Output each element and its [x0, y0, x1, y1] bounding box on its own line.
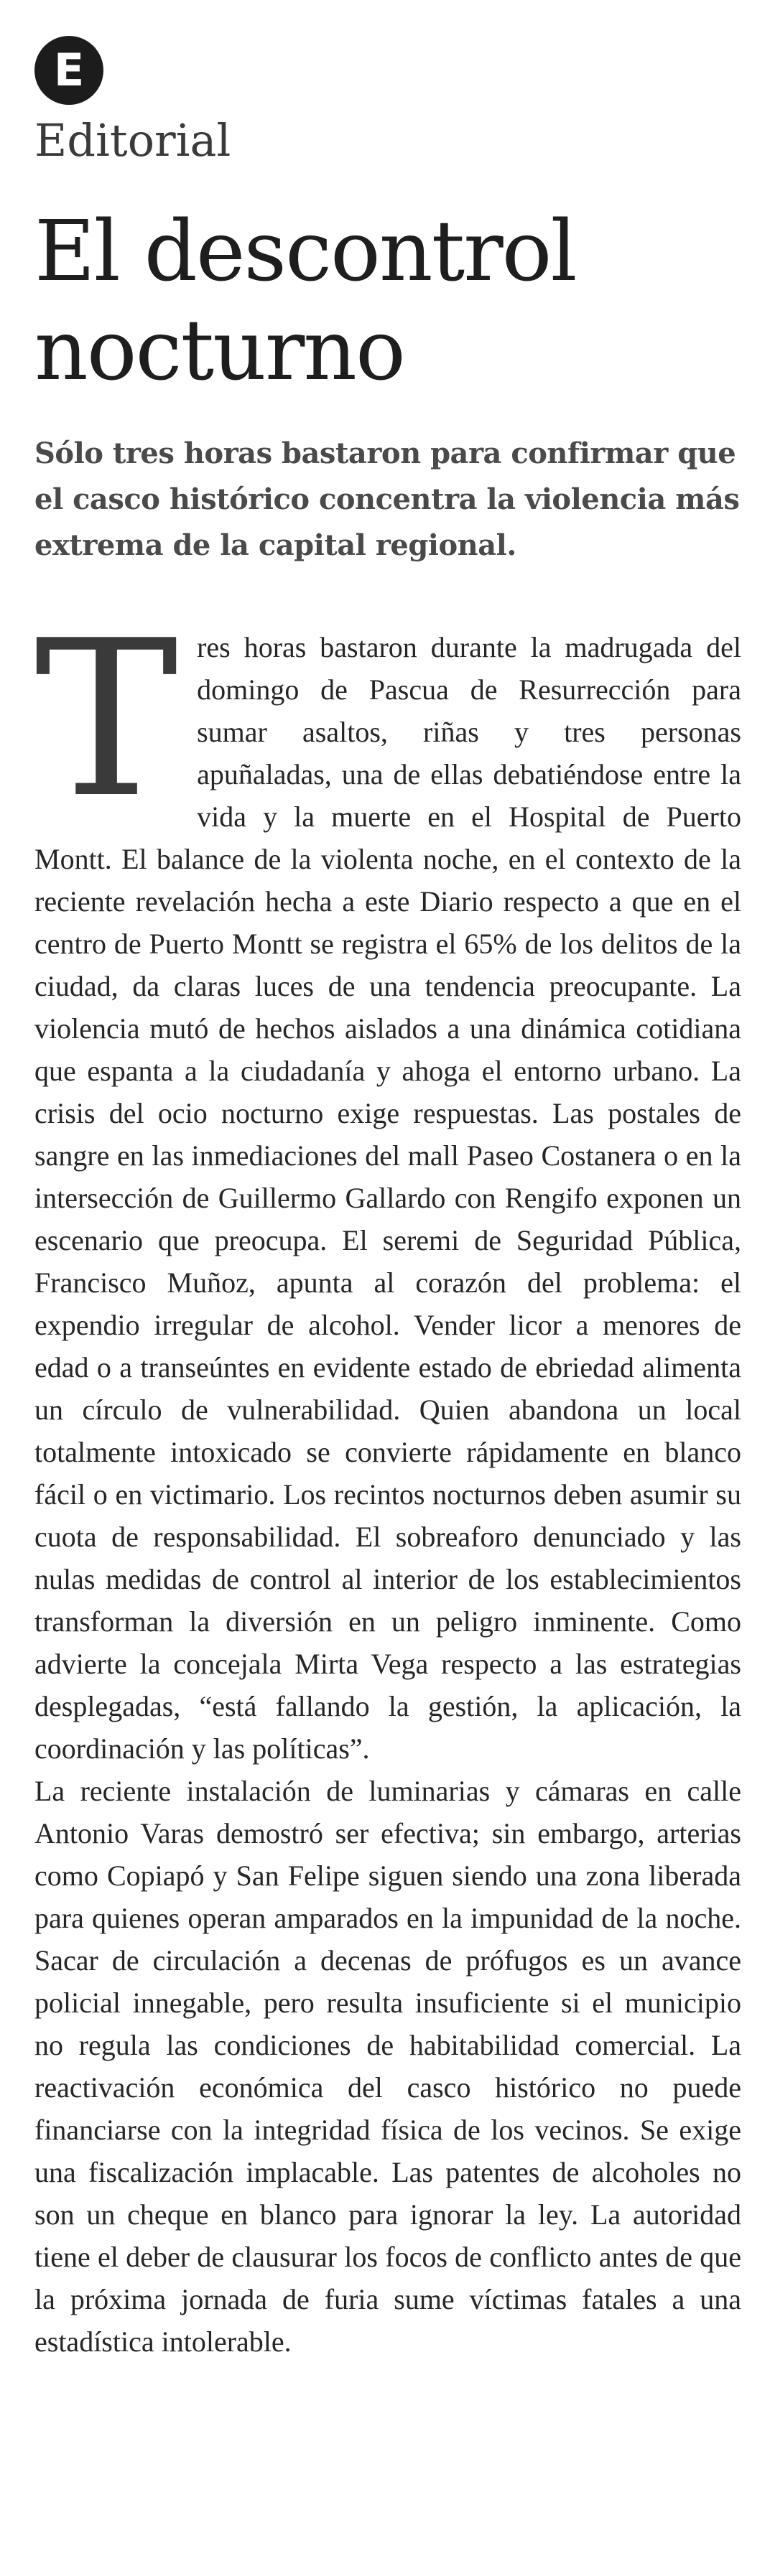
drop-cap: T	[34, 594, 179, 845]
article-body	[34, 594, 741, 2363]
section-badge: E	[34, 36, 103, 105]
headline: El descontrol nocturno	[34, 203, 576, 399]
body-paragraph-1: res horas bastaron durante la madrugada del domingo de Pascua de Resurrección para sumar asaltos, riñas y tres personas apuñaladas, una de ellas debatiéndose entre la vida y la muerte en el Hospital de Puerto Montt. El balance de la violenta noche, en el contexto de la reciente revelación hecha a este Diario respecto a que en el centro de Puerto Montt se registra el 65% de los delitos de la ciudad, da claras luces de una tendencia preocupante. La violencia mutó de hechos aislados a una dinámica cotidiana que espanta a la ciudadanía y ahoga el entorno urbano. La crisis del ocio nocturno exige respuestas. Las postales de sangre en las inmediaciones del mall Paseo Costanera o en la intersección de Guillermo Gallardo con Rengifo exponen un escenario que preocupa. El seremi de Seguridad Pública, Francisco Muñoz, apunta al corazón del problema: el expendio irregular de alcohol. Vender licor a menores de edad o a transeúntes en evidente estado de ebriedad alimenta un círculo de vulnerabilidad. Quien abandona un local totalmente intoxicado se convierte rápidamente en blanco fácil o en victimario. Los recintos nocturnos deben asumir su cuota de responsabilidad. El sobreaforo denunciado y las nulas medidas de control al interior de los establecimientos transforman la diversión en un peligro inminente. Como advierte la concejala Mirta Vega respecto a las estrategias desplegadas, “está fallando la gestión, la aplicación, la coordinación y las políticas”.	[34, 631, 741, 1765]
section-label: Editorial	[34, 114, 231, 167]
body-paragraph-2: La reciente instalación de luminarias y cámaras en calle Antonio Varas demostró ser efectiva; sin embargo, arterias como Copiapó y San Felipe siguen siendo una zona liberada para quienes operan amparados en la impunidad de la noche. Sacar de circulación a decenas de prófugos es un avance policial innegable, pero resulta insuficiente si el municipio no regula las condiciones de habitabilidad comercial. La reactivación económica del casco histórico no puede financiarse con la integridad física de los vecinos. Se exige una fiscalización implacable. Las patentes de alcoholes no son un cheque en blanco para ignorar la ley. La autoridad tiene el deber de clausurar los focos de conflicto antes de que la próxima jornada de furia sume víctimas fatales a una estadística intolerable.	[34, 1775, 741, 2358]
deck-summary: Sólo tres horas bastaron para confirmar que el casco histórico concentra la violencia más extrema de la capital regional.	[34, 437, 740, 562]
